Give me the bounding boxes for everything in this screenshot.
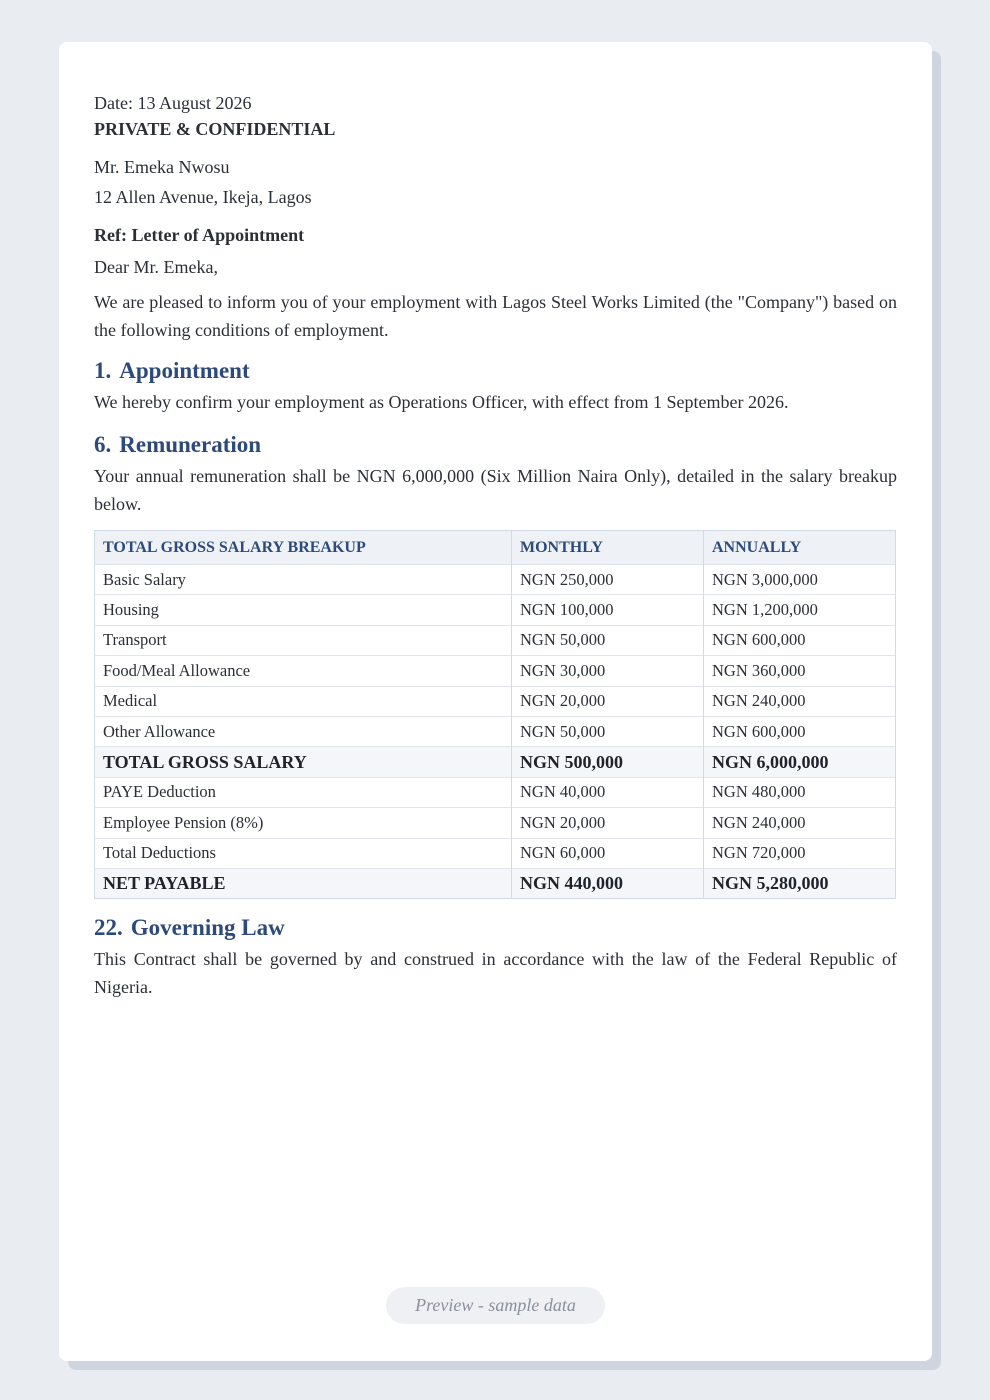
table-total-row: [95, 868, 896, 898]
cell-item: PAYE Deduction: [95, 777, 512, 807]
cell-annually: NGN 1,200,000: [704, 595, 896, 625]
cell-item: Housing: [95, 595, 512, 625]
section-number: 22.: [94, 915, 123, 941]
cell-annually: NGN 240,000: [704, 808, 896, 838]
salutation: Dear Mr. Emeka,: [94, 257, 218, 277]
section-title: Governing Law: [130, 915, 285, 941]
table-header-row: [95, 531, 896, 565]
cell-monthly: NGN 40,000: [512, 777, 704, 807]
cell-item: Medical: [95, 686, 512, 716]
cell-monthly: NGN 250,000: [512, 565, 704, 595]
section-title: Remuneration: [119, 432, 262, 457]
cell-monthly: NGN 20,000: [512, 686, 704, 716]
section-number: 1.: [94, 358, 112, 383]
section-body-remuneration: Your annual remuneration shall be NGN 6,000,000 (Six Million Naira Only), detailed in the salary breakup below.: [94, 466, 897, 514]
letter-page: [59, 42, 932, 1361]
table-row: [95, 716, 896, 746]
cell-monthly: NGN 30,000: [512, 656, 704, 686]
intro-paragraph: We are pleased to inform you of your employment with Lagos Steel Works Limited (the "Company") based on the following conditions of employment.: [94, 292, 897, 340]
table-row: [95, 565, 896, 595]
table-row: [95, 595, 896, 625]
cell-annually: NGN 5,280,000: [704, 868, 896, 898]
letter-date: Date: 13 August 2026: [94, 93, 252, 113]
confidential-label: PRIVATE & CONFIDENTIAL: [94, 119, 336, 139]
section-heading-remuneration: [94, 430, 897, 460]
reference-line: Ref: Letter of Appointment: [94, 225, 305, 245]
table-total-row: [95, 747, 896, 777]
table-row: [95, 808, 896, 838]
cell-item: Transport: [95, 625, 512, 655]
section-heading-governing-law: [94, 913, 897, 943]
cell-annually: NGN 600,000: [704, 716, 896, 746]
section-body-governing-law: This Contract shall be governed by and construed in accordance with the law of the Federal Republic of Nigeria.: [94, 949, 897, 998]
cell-item: TOTAL GROSS SALARY: [95, 747, 512, 777]
preview-badge: Preview - sample data: [386, 1287, 605, 1324]
section-body-appointment: We hereby confirm your employment as Operations Officer, with effect from 1 September 2026.: [94, 392, 789, 412]
cell-monthly: NGN 50,000: [512, 625, 704, 655]
cell-monthly: NGN 60,000: [512, 838, 704, 868]
cell-item: Employee Pension (8%): [95, 808, 512, 838]
cell-monthly: NGN 500,000: [512, 747, 704, 777]
cell-monthly: NGN 50,000: [512, 716, 704, 746]
cell-annually: NGN 240,000: [704, 686, 896, 716]
cell-annually: NGN 720,000: [704, 838, 896, 868]
cell-monthly: NGN 440,000: [512, 868, 704, 898]
cell-annually: NGN 480,000: [704, 777, 896, 807]
table-row: [95, 838, 896, 868]
cell-monthly: NGN 100,000: [512, 595, 704, 625]
cell-item: Food/Meal Allowance: [95, 656, 512, 686]
header-monthly: MONTHLY: [512, 531, 704, 565]
table-row: [95, 777, 896, 807]
cell-annually: NGN 600,000: [704, 625, 896, 655]
table-row: [95, 686, 896, 716]
cell-item: NET PAYABLE: [95, 868, 512, 898]
recipient-address: 12 Allen Avenue, Ikeja, Lagos: [94, 187, 312, 207]
cell-annually: NGN 6,000,000: [704, 747, 896, 777]
section-heading-appointment: [94, 356, 897, 386]
cell-annually: NGN 3,000,000: [704, 565, 896, 595]
table-row: [95, 625, 896, 655]
cell-item: Total Deductions: [95, 838, 512, 868]
cell-annually: NGN 360,000: [704, 656, 896, 686]
salary-breakup-table: [94, 530, 896, 899]
recipient-name: Mr. Emeka Nwosu: [94, 157, 230, 177]
table-row: [95, 656, 896, 686]
section-title: Appointment: [119, 358, 250, 383]
cell-monthly: NGN 20,000: [512, 808, 704, 838]
section-number: 6.: [94, 432, 112, 457]
header-annually: ANNUALLY: [704, 531, 896, 565]
header-item: TOTAL GROSS SALARY BREAKUP: [95, 531, 512, 565]
cell-item: Basic Salary: [95, 565, 512, 595]
cell-item: Other Allowance: [95, 716, 512, 746]
